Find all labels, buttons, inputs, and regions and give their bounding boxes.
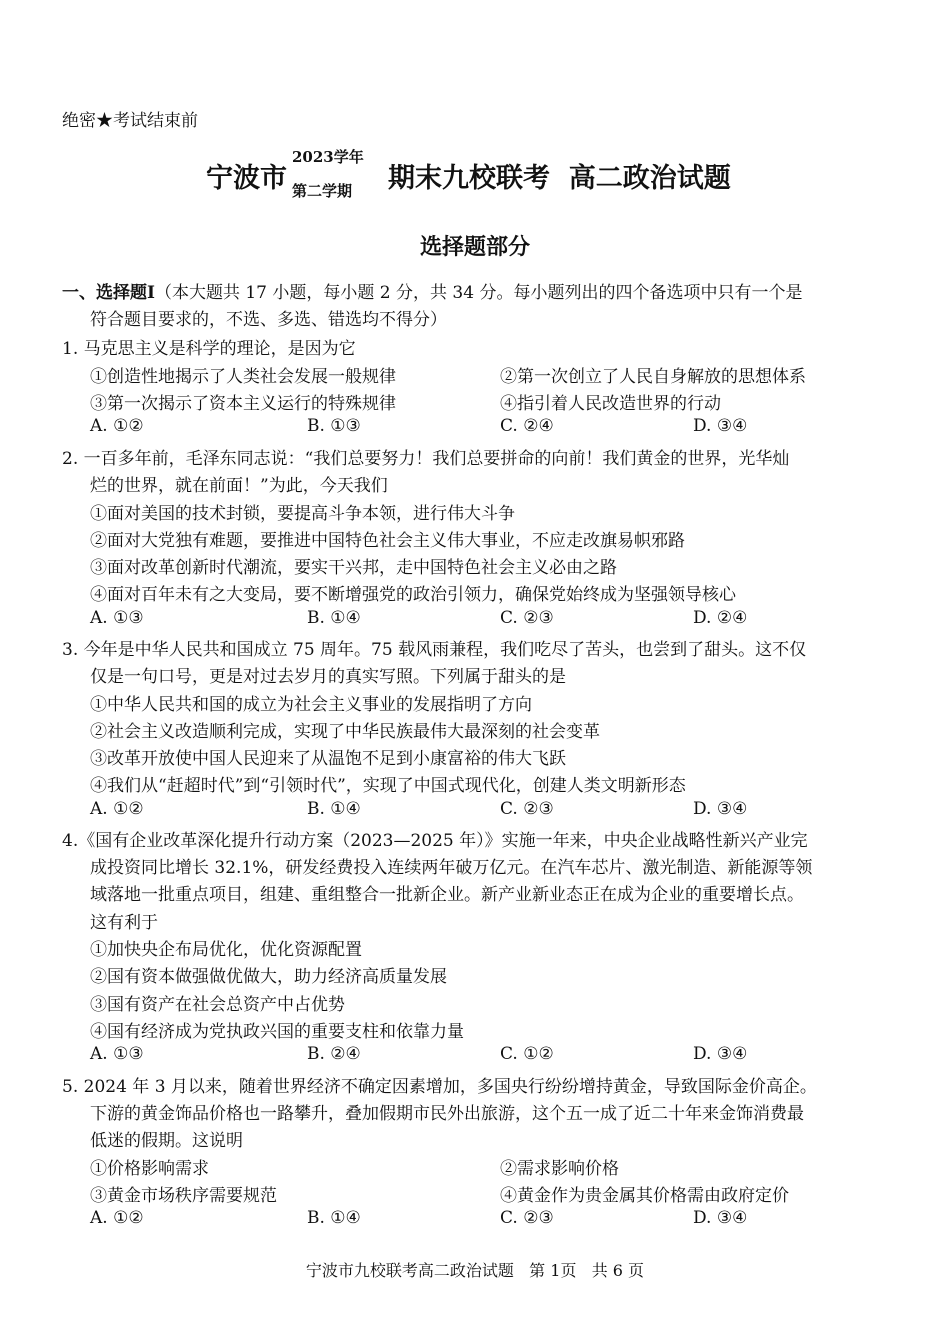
- title-main: 期末九校联考 高二政治试题: [388, 163, 731, 194]
- answer-choice-c: C. ②③: [500, 1208, 554, 1228]
- title-city: 宁波市: [206, 163, 287, 194]
- answer-choice-c: C. ②③: [500, 608, 554, 628]
- answer-choice-d: D. ③④: [693, 1044, 748, 1064]
- option-statement: ①面对美国的技术封锁，要提高斗争本领，进行伟大斗争: [90, 504, 515, 524]
- answer-choice-d: D. ②④: [693, 608, 748, 628]
- answer-choice-d: D. ③④: [693, 799, 748, 819]
- option-statement: ①中华人民共和国的成立为社会主义事业的发展指明了方向: [90, 695, 532, 715]
- answer-choice-d: D. ③④: [693, 1208, 748, 1228]
- answer-choice-a: A. ①③: [90, 1044, 144, 1064]
- option-statement: ③国有资产在社会总资产中占优势: [90, 995, 345, 1015]
- page-footer: 宁波市九校联考高二政治试题 第 1页 共 6 页: [305, 1261, 645, 1280]
- answer-choice-b: B. ①④: [307, 608, 361, 628]
- option-statement: ②社会主义改造顺利完成，实现了中华民族最伟大最深刻的社会变革: [90, 722, 600, 742]
- answer-choice-c: C. ①②: [500, 1044, 554, 1064]
- option-statement: ④指引着人民改造世界的行动: [500, 394, 721, 414]
- part-heading: 一、选择题Ⅰ: [62, 283, 155, 303]
- option-statement: ②第一次创立了人民自身解放的思想体系: [500, 367, 806, 387]
- question-stem: 下游的黄金饰品价格也一路攀升，叠加假期市民外出旅游，这个五一成了近二十年来金饰消费最: [90, 1104, 804, 1124]
- option-statement: ③改革开放使中国人民迎来了从温饱不足到小康富裕的伟大飞跃: [90, 749, 566, 769]
- question-stem: 仅是一句口号，更是对过去岁月的真实写照。下列属于甜头的是: [90, 667, 566, 687]
- option-statement: ④我们从“赶超时代”到“引领时代”，实现了中国式现代化，创建人类文明新形态: [90, 776, 686, 796]
- option-statement: ③第一次揭示了资本主义运行的特殊规律: [90, 394, 396, 414]
- option-statement: ④国有经济成为党执政兴国的重要支柱和依靠力量: [90, 1022, 464, 1042]
- answer-choice-b: B. ②④: [307, 1044, 361, 1064]
- question-stem: 2. 一百多年前，毛泽东同志说：“我们总要努力！我们总要拼命的向前！我们黄金的世界，光华灿: [62, 449, 790, 469]
- question-stem: 烂的世界，就在前面！”为此，今天我们: [90, 476, 388, 496]
- question-stem: 1. 马克思主义是科学的理论，是因为它: [62, 339, 356, 359]
- question-stem: 域落地一批重点项目，组建、重组整合一批新企业。新产业新业态正在成为企业的重要增长点。: [90, 885, 804, 905]
- option-statement: ①创造性地揭示了人类社会发展一般规律: [90, 367, 396, 387]
- option-statement: ①加快央企布局优化，优化资源配置: [90, 940, 362, 960]
- question-stem: 5. 2024 年 3 月以来，随着世界经济不确定因素增加，多国央行纷纷增持黄金，导致国际金价高企。: [62, 1077, 817, 1097]
- answer-choice-b: B. ①④: [307, 799, 361, 819]
- title-year: 2023学年: [292, 148, 364, 166]
- option-statement: ①价格影响需求: [90, 1159, 209, 1179]
- answer-choice-c: C. ②④: [500, 416, 554, 436]
- option-statement: ②国有资本做强做优做大，助力经济高质量发展: [90, 967, 447, 987]
- question-stem: 成投资同比增长 32.1%，研发经费投入连续两年破万亿元。在汽车芯片、激光制造、新能源等领: [90, 858, 813, 878]
- question-stem: 3. 今年是中华人民共和国成立 75 周年。75 载风雨兼程，我们吃尽了苦头，也尝到了甜头。这不仅: [62, 640, 807, 660]
- answer-choice-a: A. ①②: [90, 799, 144, 819]
- answer-choice-a: A. ①③: [90, 608, 144, 628]
- answer-choice-b: B. ①③: [307, 416, 361, 436]
- part-instruction-2: 符合题目要求的，不选、多选、错选均不得分）: [90, 310, 447, 330]
- confidential-mark: 绝密★考试结束前: [62, 111, 198, 131]
- section-title: 选择题部分: [419, 234, 530, 260]
- option-statement: ③黄金市场秩序需要规范: [90, 1186, 277, 1206]
- answer-choice-a: A. ①②: [90, 416, 144, 436]
- option-statement: ③面对改革创新时代潮流，要实干兴邦，走中国特色社会主义必由之路: [90, 558, 617, 578]
- answer-choice-b: B. ①④: [307, 1208, 361, 1228]
- answer-choice-a: A. ①②: [90, 1208, 144, 1228]
- option-statement: ②面对大党独有难题，要推进中国特色社会主义伟大事业，不应走改旗易帜邪路: [90, 531, 685, 551]
- answer-choice-c: C. ②③: [500, 799, 554, 819]
- question-stem: 低迷的假期。这说明: [90, 1131, 243, 1151]
- title-term: 第二学期: [292, 182, 353, 200]
- option-statement: ④面对百年未有之大变局，要不断增强党的政治引领力，确保党始终成为坚强领导核心: [90, 585, 736, 605]
- question-stem: 这有利于: [90, 913, 158, 933]
- question-stem: 4.《国有企业改革深化提升行动方案（2023—2025 年）》实施一年来，中央企业战略性新兴产业完: [62, 831, 808, 851]
- part-instruction-1: （本大题共 17 小题，每小题 2 分，共 34 分。每小题列出的四个备选项中只有一个是: [154, 283, 803, 303]
- part-heading-line: [62, 278, 802, 303]
- option-statement: ②需求影响价格: [500, 1159, 619, 1179]
- option-statement: ④黄金作为贵金属其价格需由政府定价: [500, 1186, 789, 1206]
- answer-choice-d: D. ③④: [693, 416, 748, 436]
